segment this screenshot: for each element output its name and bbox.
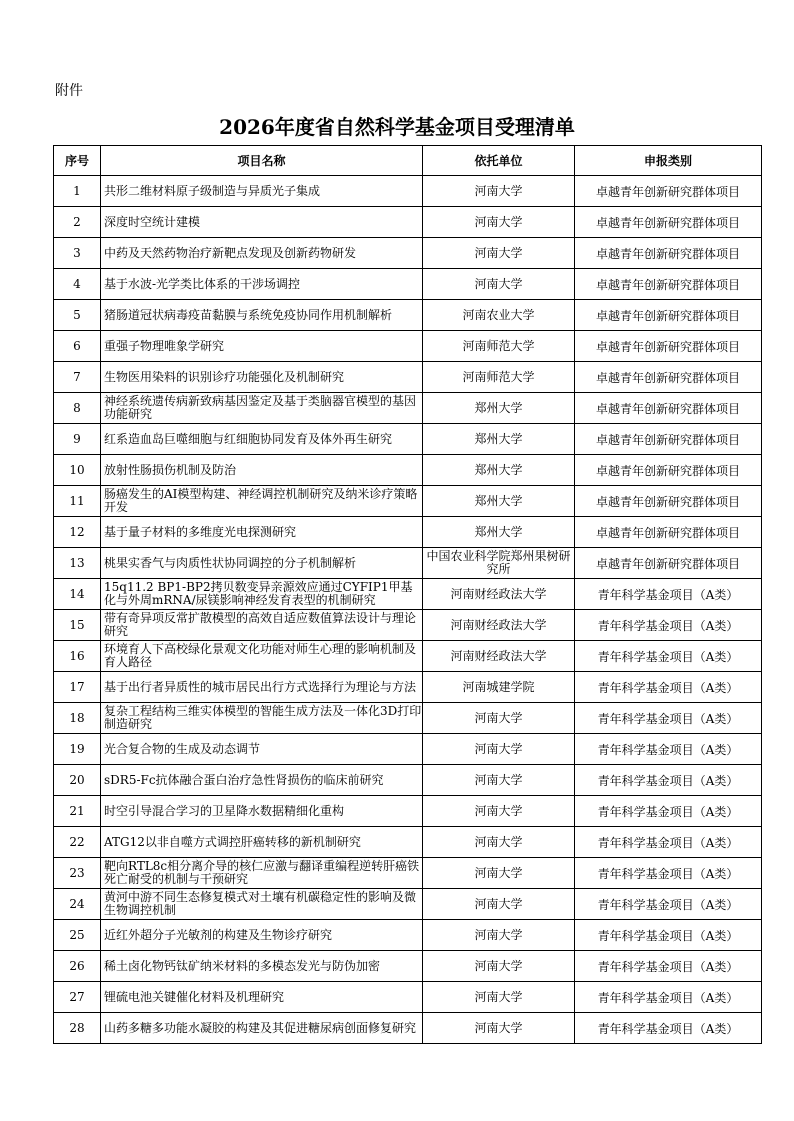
- supporting-unit: 河南城建学院: [423, 672, 575, 703]
- table-row: [54, 331, 762, 362]
- row-number: 28: [54, 1013, 101, 1044]
- project-name: 锂硫电池关键催化材料及机理研究: [101, 982, 423, 1013]
- supporting-unit: 河南大学: [423, 176, 575, 207]
- table-row: [54, 238, 762, 269]
- table-row: [54, 610, 762, 641]
- supporting-unit: 河南大学: [423, 796, 575, 827]
- table-row: [54, 982, 762, 1013]
- table-row: [54, 858, 762, 889]
- project-name: 红系造血岛巨噬细胞与红细胞协同发育及体外再生研究: [101, 424, 423, 455]
- project-name: 共形二维材料原子级制造与异质光子集成: [101, 176, 423, 207]
- application-category: 青年科学基金项目（A类）: [575, 734, 762, 765]
- supporting-unit: 河南大学: [423, 1013, 575, 1044]
- row-number: 14: [54, 579, 101, 610]
- application-category: 卓越青年创新研究群体项目: [575, 517, 762, 548]
- table-row: [54, 517, 762, 548]
- row-number: 4: [54, 269, 101, 300]
- table-row: [54, 734, 762, 765]
- row-number: 18: [54, 703, 101, 734]
- project-table: [53, 145, 762, 1044]
- project-name: 基于水波-光学类比体系的干涉场调控: [101, 269, 423, 300]
- supporting-unit: 河南师范大学: [423, 331, 575, 362]
- table-row: [54, 269, 762, 300]
- row-number: 17: [54, 672, 101, 703]
- row-number: 20: [54, 765, 101, 796]
- supporting-unit: 河南大学: [423, 920, 575, 951]
- project-name: 基于量子材料的多维度光电探测研究: [101, 517, 423, 548]
- application-category: 青年科学基金项目（A类）: [575, 920, 762, 951]
- supporting-unit: 河南大学: [423, 951, 575, 982]
- table-row: [54, 362, 762, 393]
- project-name: 肠癌发生的AI模型构建、神经调控机制研究及纳米诊疗策略开发: [101, 486, 423, 517]
- application-category: 青年科学基金项目（A类）: [575, 703, 762, 734]
- supporting-unit: 河南大学: [423, 858, 575, 889]
- header-unit: 依托单位: [423, 146, 575, 176]
- table-row: [54, 765, 762, 796]
- row-number: 3: [54, 238, 101, 269]
- row-number: 15: [54, 610, 101, 641]
- row-number: 6: [54, 331, 101, 362]
- application-category: 青年科学基金项目（A类）: [575, 827, 762, 858]
- project-name: 中药及天然药物治疗新靶点发现及创新药物研发: [101, 238, 423, 269]
- table-row: [54, 300, 762, 331]
- application-category: 青年科学基金项目（A类）: [575, 579, 762, 610]
- supporting-unit: 河南大学: [423, 238, 575, 269]
- table-row: [54, 641, 762, 672]
- supporting-unit: 中国农业科学院郑州果树研究所: [423, 548, 575, 579]
- table-row: [54, 672, 762, 703]
- supporting-unit: 郑州大学: [423, 455, 575, 486]
- application-category: 卓越青年创新研究群体项目: [575, 393, 762, 424]
- application-category: 卓越青年创新研究群体项目: [575, 486, 762, 517]
- table-row: [54, 486, 762, 517]
- table-row: [54, 920, 762, 951]
- row-number: 19: [54, 734, 101, 765]
- row-number: 7: [54, 362, 101, 393]
- project-name: 环境育人下高校绿化景观文化功能对师生心理的影响机制及育人路径: [101, 641, 423, 672]
- row-number: 26: [54, 951, 101, 982]
- row-number: 27: [54, 982, 101, 1013]
- header-category: 申报类别: [575, 146, 762, 176]
- application-category: 青年科学基金项目（A类）: [575, 1013, 762, 1044]
- application-category: 卓越青年创新研究群体项目: [575, 455, 762, 486]
- project-name: 猪肠道冠状病毒疫苗黏膜与系统免疫协同作用机制解析: [101, 300, 423, 331]
- project-name: 生物医用染料的识别诊疗功能强化及机制研究: [101, 362, 423, 393]
- supporting-unit: 河南大学: [423, 207, 575, 238]
- header-no: 序号: [54, 146, 101, 176]
- project-name: 时空引导混合学习的卫星降水数据精细化重构: [101, 796, 423, 827]
- row-number: 8: [54, 393, 101, 424]
- supporting-unit: 郑州大学: [423, 486, 575, 517]
- table-row: [54, 548, 762, 579]
- project-name: 复杂工程结构三维实体模型的智能生成方法及一体化3D打印制造研究: [101, 703, 423, 734]
- project-name: 黄河中游不同生态修复模式对土壤有机碳稳定性的影响及微生物调控机制: [101, 889, 423, 920]
- table-row: [54, 1013, 762, 1044]
- application-category: 卓越青年创新研究群体项目: [575, 424, 762, 455]
- table-row: [54, 827, 762, 858]
- attachment-label: 附件: [55, 83, 83, 99]
- project-name: ATG12以非自噬方式调控肝癌转移的新机制研究: [101, 827, 423, 858]
- supporting-unit: 河南大学: [423, 889, 575, 920]
- row-number: 2: [54, 207, 101, 238]
- supporting-unit: 河南财经政法大学: [423, 641, 575, 672]
- row-number: 16: [54, 641, 101, 672]
- row-number: 25: [54, 920, 101, 951]
- application-category: 卓越青年创新研究群体项目: [575, 362, 762, 393]
- application-category: 卓越青年创新研究群体项目: [575, 176, 762, 207]
- table-row: [54, 455, 762, 486]
- application-category: 卓越青年创新研究群体项目: [575, 331, 762, 362]
- supporting-unit: 河南大学: [423, 982, 575, 1013]
- project-name: 桃果实香气与肉质性状协同调控的分子机制解析: [101, 548, 423, 579]
- project-name: sDR5-Fc抗体融合蛋白治疗急性肾损伤的临床前研究: [101, 765, 423, 796]
- project-name: 近红外超分子光敏剂的构建及生物诊疗研究: [101, 920, 423, 951]
- table-row: [54, 796, 762, 827]
- application-category: 卓越青年创新研究群体项目: [575, 238, 762, 269]
- project-name: 深度时空统计建模: [101, 207, 423, 238]
- project-name: 神经系统遗传病新致病基因鉴定及基于类脑器官模型的基因功能研究: [101, 393, 423, 424]
- application-category: 卓越青年创新研究群体项目: [575, 207, 762, 238]
- header-project-name: 项目名称: [101, 146, 423, 176]
- application-category: 青年科学基金项目（A类）: [575, 951, 762, 982]
- application-category: 青年科学基金项目（A类）: [575, 765, 762, 796]
- table-row: [54, 579, 762, 610]
- row-number: 1: [54, 176, 101, 207]
- project-name: 光合复合物的生成及动态调节: [101, 734, 423, 765]
- table-row: [54, 951, 762, 982]
- row-number: 9: [54, 424, 101, 455]
- application-category: 青年科学基金项目（A类）: [575, 610, 762, 641]
- application-category: 青年科学基金项目（A类）: [575, 672, 762, 703]
- row-number: 11: [54, 486, 101, 517]
- application-category: 青年科学基金项目（A类）: [575, 982, 762, 1013]
- application-category: 青年科学基金项目（A类）: [575, 889, 762, 920]
- project-name: 靶向RTL8c相分离介导的核仁应激与翻译重编程逆转肝癌铁死亡耐受的机制与干预研究: [101, 858, 423, 889]
- project-name: 15q11.2 BP1-BP2拷贝数变异亲源效应通过CYFIP1甲基化与外周mRNA/尿镁影响神经发育表型的机制研究: [101, 579, 423, 610]
- row-number: 23: [54, 858, 101, 889]
- row-number: 13: [54, 548, 101, 579]
- table-row: [54, 703, 762, 734]
- project-name: 稀土卤化物钙钛矿纳米材料的多模态发光与防伪加密: [101, 951, 423, 982]
- supporting-unit: 郑州大学: [423, 517, 575, 548]
- supporting-unit: 郑州大学: [423, 393, 575, 424]
- application-category: 青年科学基金项目（A类）: [575, 796, 762, 827]
- project-name: 山药多糖多功能水凝胶的构建及其促进糖尿病创面修复研究: [101, 1013, 423, 1044]
- supporting-unit: 河南财经政法大学: [423, 579, 575, 610]
- row-number: 24: [54, 889, 101, 920]
- table-header-row: [54, 146, 762, 176]
- table-row: [54, 176, 762, 207]
- application-category: 青年科学基金项目（A类）: [575, 858, 762, 889]
- supporting-unit: 河南师范大学: [423, 362, 575, 393]
- supporting-unit: 河南大学: [423, 765, 575, 796]
- supporting-unit: 郑州大学: [423, 424, 575, 455]
- project-name: 重强子物理唯象学研究: [101, 331, 423, 362]
- table-row: [54, 393, 762, 424]
- supporting-unit: 河南大学: [423, 734, 575, 765]
- page-title: 2026年度省自然科学基金项目受理清单: [219, 115, 575, 139]
- application-category: 卓越青年创新研究群体项目: [575, 269, 762, 300]
- supporting-unit: 河南大学: [423, 269, 575, 300]
- row-number: 5: [54, 300, 101, 331]
- project-name: 放射性肠损伤机制及防治: [101, 455, 423, 486]
- supporting-unit: 河南大学: [423, 827, 575, 858]
- supporting-unit: 河南财经政法大学: [423, 610, 575, 641]
- application-category: 青年科学基金项目（A类）: [575, 641, 762, 672]
- table-row: [54, 889, 762, 920]
- row-number: 12: [54, 517, 101, 548]
- application-category: 卓越青年创新研究群体项目: [575, 548, 762, 579]
- row-number: 22: [54, 827, 101, 858]
- supporting-unit: 河南大学: [423, 703, 575, 734]
- project-name: 基于出行者异质性的城市居民出行方式选择行为理论与方法: [101, 672, 423, 703]
- table-row: [54, 424, 762, 455]
- table-row: [54, 207, 762, 238]
- row-number: 21: [54, 796, 101, 827]
- row-number: 10: [54, 455, 101, 486]
- application-category: 卓越青年创新研究群体项目: [575, 300, 762, 331]
- project-name: 带有奇异项反常扩散模型的高效自适应数值算法设计与理论研究: [101, 610, 423, 641]
- supporting-unit: 河南农业大学: [423, 300, 575, 331]
